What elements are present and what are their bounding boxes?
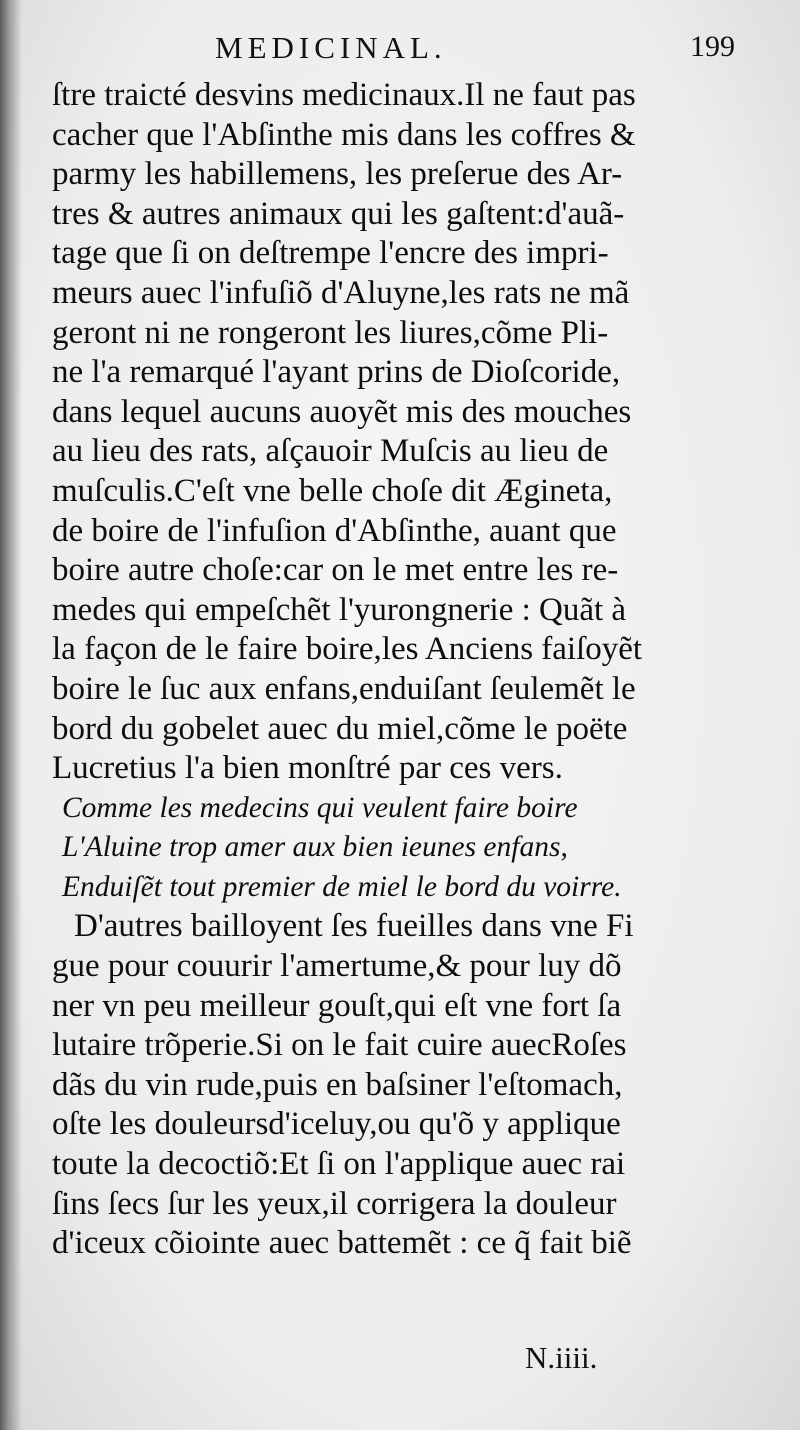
signature-mark: N.iiii. [525, 1340, 598, 1375]
verse-line: Comme les medecins qui veulent faire boire [62, 791, 578, 824]
text-line: meurs auec l'infuſiõ d'Aluyne,les rats ne mã [52, 274, 630, 311]
verse-quotation [52, 789, 764, 908]
text-line: cacher que l'Abſinthe mis dans les coffres & [52, 116, 636, 153]
text-line: dans lequel aucuns auoyẽt mis des mouches [52, 393, 632, 430]
verse-line: L'Aluine trop amer aux bien ieunes enfans, [62, 831, 568, 864]
text-line: muſculis.C'eſt vne belle choſe dit Ægineta, [52, 472, 613, 509]
text-line: geront ni ne rongeront les liures,cõme Pli- [52, 314, 609, 351]
page-number: 199 [690, 30, 735, 63]
prose-paragraph [52, 76, 764, 789]
verse-line: Enduiſẽt tout premier de miel le bord du voirre. [62, 870, 622, 903]
text-line: d'iceux cõiointe auec battemẽt : ce q̃ fait biẽ [52, 1225, 632, 1262]
text-line: D'autres bailloyent ſes fueilles dans vne Fi [74, 908, 634, 945]
running-head: MEDICINAL. [215, 30, 447, 65]
page-header [215, 30, 735, 70]
text-line: boire le ſuc aux enfans,enduiſant ſeulemẽt le [52, 670, 636, 707]
text-line: dãs du vin rude,puis en baſsiner l'eſtomach, [52, 1066, 623, 1103]
text-line: de boire de l'infuſion d'Abſinthe, auant que [52, 512, 617, 549]
text-line: ſtre traicté desvins medicinaux.Il ne faut pas [52, 77, 636, 113]
text-line: la façon de le faire boire,les Anciens faiſoyẽt [52, 631, 643, 668]
text-line: parmy les habillemens, les preſerue des Ar- [52, 156, 623, 193]
text-line: lutaire trõperie.Si on le fait cuire auecRoſes [52, 1027, 627, 1064]
text-line: Lucretius l'a bien monſtré par ces vers. [52, 750, 563, 787]
text-line: tres & autres animaux qui les gaſtent:d'auã- [52, 195, 625, 232]
text-line: medes qui empeſchẽt l'yurongnerie : Quãt à [52, 591, 627, 628]
page-gutter-shadow [0, 0, 22, 1430]
text-line: gue pour couurir l'amertume,& pour luy dõ [52, 948, 622, 985]
text-line: ne l'a remarqué l'ayant prins de Dioſcoride, [52, 354, 621, 391]
text-line: toute la decoctiõ:Et ſi on l'applique auec rai [52, 1146, 626, 1183]
text-line: oſte les douleursd'iceluy,ou qu'õ y applique [52, 1106, 621, 1143]
text-line: ſins ſecs ſur les yeux,il corrigera la douleur [52, 1185, 617, 1222]
text-line: au lieu des rats, aſçauoir Muſcis au lieu de [52, 433, 609, 470]
text-line: boire autre choſe:car on le met entre les re- [52, 552, 619, 589]
closing-paragraph [52, 907, 764, 1263]
text-line: bord du gobelet auec du miel,cõme le poëte [52, 710, 628, 747]
body-text [52, 76, 764, 1264]
text-line: tage que ſi on deſtrempe l'encre des impri- [52, 235, 609, 272]
text-line: ner vn peu meilleur gouſt,qui eſt vne fort ſa [52, 987, 622, 1024]
